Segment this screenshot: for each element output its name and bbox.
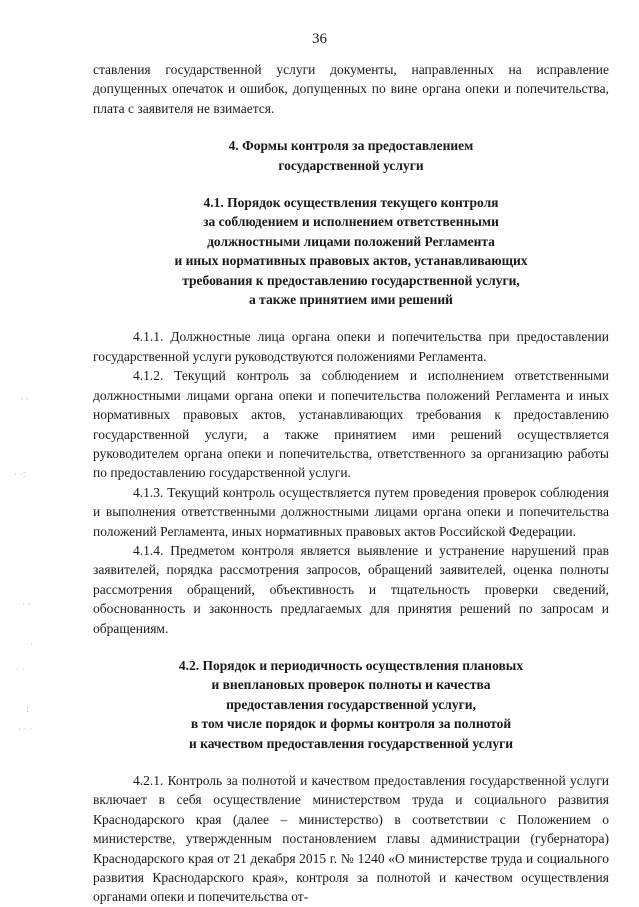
page-number: 36 [312, 31, 327, 47]
section-4-title-line: 4. Формы контроля за предоставлением [228, 138, 474, 154]
section-4-2-title-line: 4.2. Порядок и периодичность осуществления плановых [178, 657, 524, 673]
intro-paragraph: ставления государственной услуги документы, направленных на исправление допущенных опечаток и ошибок, допущенных по вине органа опеки и попечительства, плата с заявителя не взимается. [93, 62, 609, 116]
section-4-2-title-line: предоставления государственной услуги, [226, 696, 476, 712]
section-4-1-title-line: а также принятием ими решений [249, 292, 453, 308]
paragraph-4-1-3: 4.1.3. Текущий контроль осуществляется путем проведения проверок соблюдения и выполнения ответственными должностными лицами органа опеки и попечительства положений Регламента, иных нормативных правовых актов Российской Федерации. [93, 484, 609, 539]
section-4-title-line: государственной услуги [278, 157, 424, 173]
document-body [93, 60, 609, 907]
scan-margin-artifacts: · · · ·: · · · · · : · · · [14, 395, 33, 735]
paragraph-4-1-2: 4.1.2. Текущий контроль за соблюдением и исполнением ответственными должностными лицами органа опеки и попечительства положений Регламента и иных нормативных правовых актов, устанавливающих требования к предоставлению государственной услуги, а также принятием ими решений осуществляется руководителем органа опеки и попечительства, ответственного за организацию работы по предоставлению государственной услуги. [93, 368, 609, 481]
section-4-2-title-line: и внеплановых проверок полноты и качества [211, 677, 491, 693]
section-4-2-title-line: в том числе порядок и формы контроля за полнотой [190, 716, 512, 732]
section-4-1-title-line: за соблюдением и исполнением ответственными [203, 214, 499, 230]
section-4-2-title-line: и качеством предоставления государственной услуги [189, 735, 513, 751]
section-4-heading [93, 136, 609, 175]
paragraph-4-1-4: 4.1.4. Предметом контроля является выявление и устранение нарушений прав заявителей, порядка рассмотрения запросов, обращений заявителей, оценка полноты рассмотрения обращений, объективность и тщательность проверки сведений, обоснованность и законность предлагаемых для принятия решений по запросам и обращениям. [93, 542, 609, 636]
paragraph-4-2-1: 4.2.1. Контроль за полнотой и качеством предоставления государственной услуги включает в себя осуществление министерством труда и социального развития Краснодарского края (далее – министерство) в соответствии с Положением о министерстве, утвержденным постановлением главы администрации (губернатора) Краснодарского края от 21 декабря 2015 г. № 1240 «О министерстве труда и социального развития Краснодарского края», контроля за полнотой и качеством осуществления органами опеки и попечительства от- [93, 773, 609, 905]
section-4-1-title-line: должностными лицами положений Регламента [207, 233, 495, 249]
paragraph-4-1-1: 4.1.1. Должностные лица органа опеки и попечительства при предоставлении государственной услуги руководствуются положениями Регламента. [93, 329, 609, 364]
section-4-1-title-line: и иных нормативных правовых актов, устанавливающих [174, 253, 528, 269]
section-4-1-heading [93, 193, 609, 309]
section-4-1-title-line: требования к предоставлению государственной услуги, [182, 272, 520, 288]
section-4-2-heading [93, 656, 609, 753]
section-4-1-title-line: 4.1. Порядок осуществления текущего контроля [203, 195, 499, 211]
